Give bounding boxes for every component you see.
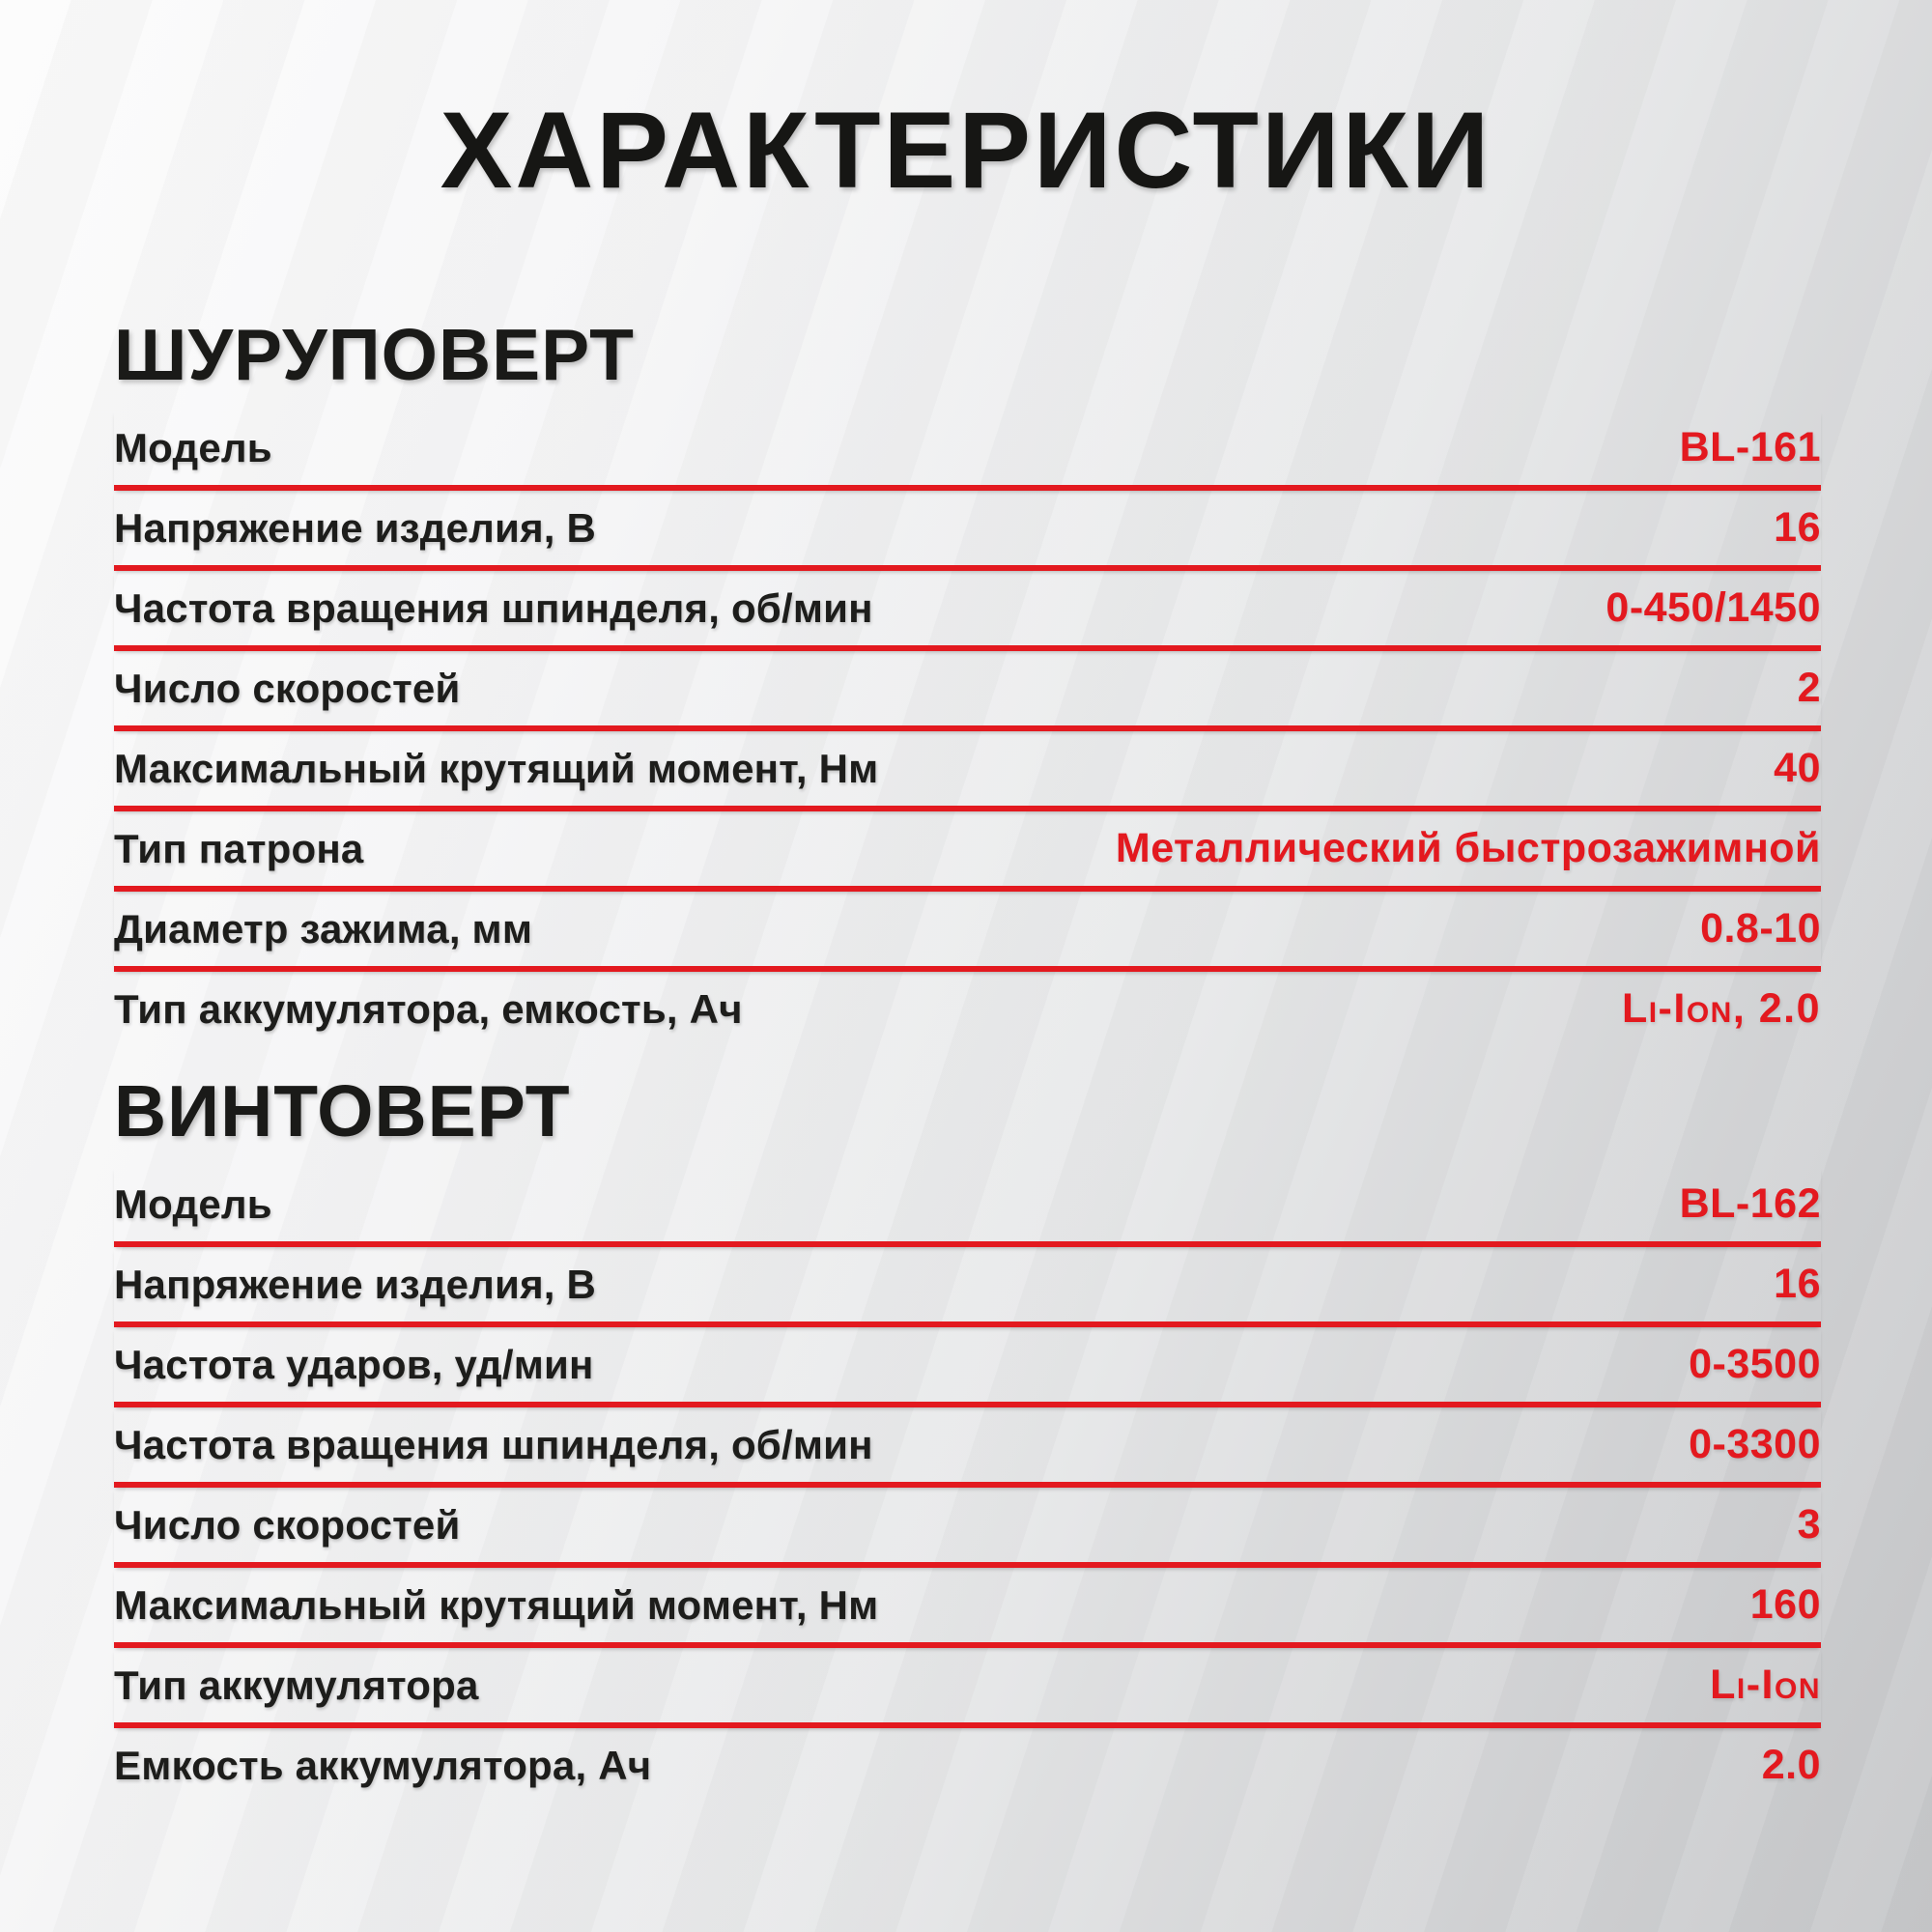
spec-table	[114, 411, 1821, 1046]
spec-label: Напряжение изделия, В	[114, 504, 597, 551]
spec-value: 2.0	[1761, 1742, 1821, 1788]
spec-value: 3	[1797, 1501, 1821, 1548]
spec-value: 16	[1774, 504, 1821, 551]
page-title: ХАРАКТЕРИСТИКИ	[440, 90, 1492, 211]
spec-row	[114, 1167, 1821, 1247]
spec-row	[114, 1247, 1821, 1327]
spec-row	[114, 811, 1821, 892]
spec-row	[114, 1728, 1821, 1803]
spec-value: Li-Ion, 2.0	[1621, 985, 1821, 1032]
spec-value: 0-3500	[1689, 1341, 1821, 1387]
spec-section-2	[114, 1070, 1821, 1803]
spec-label: Максимальный крутящий момент, Нм	[114, 745, 879, 791]
spec-row	[114, 1327, 1821, 1407]
spec-label: Число скоростей	[114, 665, 461, 711]
spec-value: 0-450/1450	[1605, 584, 1821, 631]
spec-value: Металлический быстрозажимной	[1115, 825, 1821, 871]
spec-table	[114, 1167, 1821, 1803]
spec-row	[114, 1648, 1821, 1728]
section-heading: ВИНТОВЕРТ	[114, 1070, 571, 1151]
spec-value: 2	[1797, 665, 1821, 711]
spec-value: Li-Ion	[1710, 1662, 1821, 1708]
spec-label: Тип патрона	[114, 825, 364, 871]
spec-sections	[0, 314, 1932, 1803]
spec-label: Максимальный крутящий момент, Нм	[114, 1581, 879, 1628]
spec-label: Частота ударов, уд/мин	[114, 1341, 594, 1387]
spec-label: Напряжение изделия, В	[114, 1261, 597, 1307]
section-heading: ШУРУПОВЕРТ	[114, 314, 635, 395]
spec-row	[114, 571, 1821, 651]
spec-value: BL-161	[1679, 424, 1821, 470]
spec-row	[114, 1568, 1821, 1648]
spec-label: Диаметр зажима, мм	[114, 905, 533, 952]
spec-label: Частота вращения шпинделя, об/мин	[114, 1421, 873, 1467]
spec-row	[114, 411, 1821, 491]
spec-row	[114, 491, 1821, 571]
spec-value: 40	[1774, 745, 1821, 791]
spec-label: Модель	[114, 1180, 272, 1227]
spec-row	[114, 892, 1821, 972]
spec-label: Емкость аккумулятора, Ач	[114, 1742, 652, 1788]
spec-label: Тип аккумулятора	[114, 1662, 479, 1708]
spec-value: 160	[1749, 1581, 1821, 1628]
spec-value: 0-3300	[1689, 1421, 1821, 1467]
spec-label: Модель	[114, 424, 272, 470]
spec-row	[114, 731, 1821, 811]
spec-value: 16	[1774, 1261, 1821, 1307]
spec-value: 0.8-10	[1700, 905, 1821, 952]
spec-section-1	[114, 314, 1821, 1046]
spec-row	[114, 972, 1821, 1046]
spec-label: Частота вращения шпинделя, об/мин	[114, 584, 873, 631]
spec-value: BL-162	[1679, 1180, 1821, 1227]
spec-row	[114, 1488, 1821, 1568]
spec-row	[114, 651, 1821, 731]
spec-label: Число скоростей	[114, 1501, 461, 1548]
spec-label: Тип аккумулятора, емкость, Ач	[114, 985, 743, 1032]
spec-row	[114, 1407, 1821, 1488]
